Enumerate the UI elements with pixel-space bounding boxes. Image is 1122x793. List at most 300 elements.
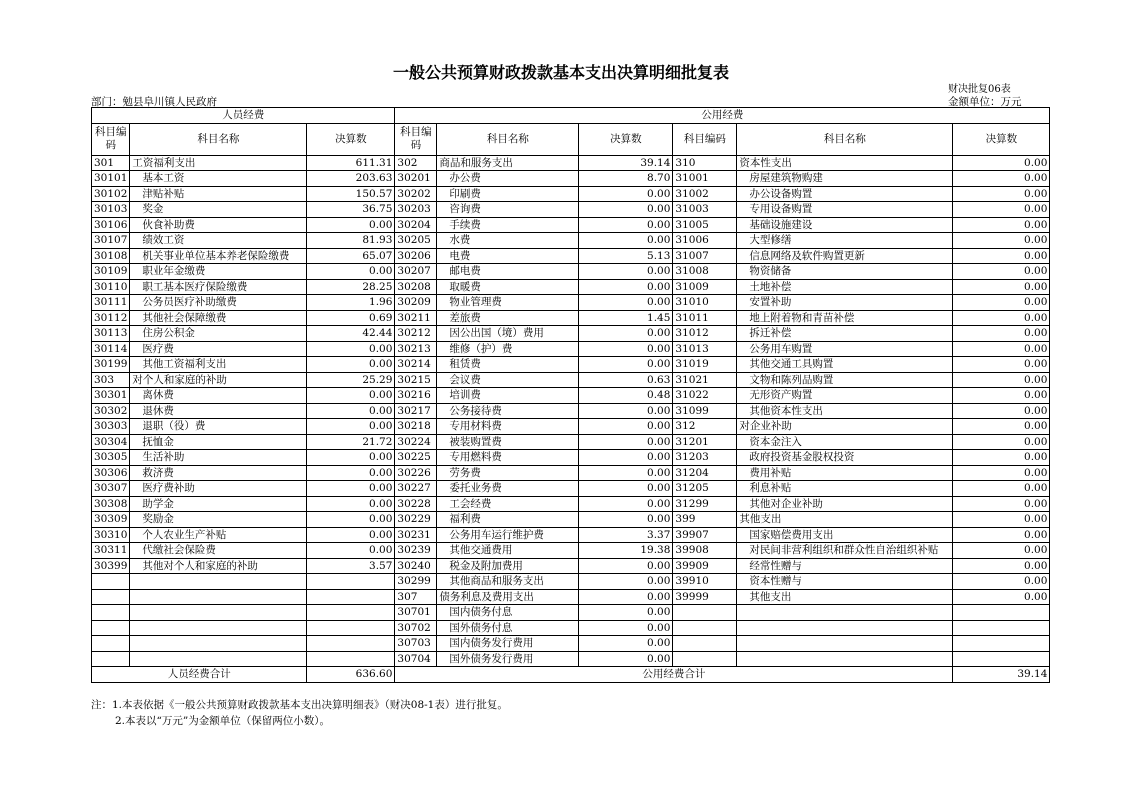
subject-name: 其他对个人和家庭的补助 — [130, 558, 307, 574]
amount-cell — [307, 605, 395, 621]
subject-code: 31007 — [673, 248, 737, 264]
subject-code: 30214 — [395, 357, 437, 373]
subject-name: 国内债务付息 — [437, 605, 579, 621]
amount-cell — [307, 589, 395, 605]
subject-code: 30399 — [92, 558, 130, 574]
col-code-header: 科目编码 — [673, 123, 737, 155]
subject-code — [92, 636, 130, 652]
table-row — [92, 202, 1050, 218]
subject-code: 30212 — [395, 326, 437, 342]
amount-cell: 0.00 — [953, 543, 1050, 559]
table-row — [92, 574, 1050, 590]
amount-cell: 0.00 — [953, 481, 1050, 497]
subject-code: 30239 — [395, 543, 437, 559]
subject-name: 办公设备购置 — [737, 186, 953, 202]
subject-code: 31010 — [673, 295, 737, 311]
subject-code: 30103 — [92, 202, 130, 218]
amount-cell: 0.00 — [579, 636, 673, 652]
subject-name: 其他对企业补助 — [737, 496, 953, 512]
subject-name: 工资福利支出 — [130, 155, 307, 171]
subject-name: 利息补贴 — [737, 481, 953, 497]
subject-name: 代缴社会保险费 — [130, 543, 307, 559]
amount-cell: 0.00 — [579, 186, 673, 202]
subject-name: 水费 — [437, 233, 579, 249]
subject-name: 咨询费 — [437, 202, 579, 218]
totals-row — [92, 667, 1050, 683]
subject-code: 31008 — [673, 264, 737, 280]
subject-name: 福利费 — [437, 512, 579, 528]
subject-name: 助学金 — [130, 496, 307, 512]
subject-code: 30114 — [92, 341, 130, 357]
table-row — [92, 248, 1050, 264]
subject-code: 30201 — [395, 171, 437, 187]
subject-code — [673, 636, 737, 652]
table-row — [92, 295, 1050, 311]
subject-code: 30202 — [395, 186, 437, 202]
subject-code: 30702 — [395, 620, 437, 636]
subject-code: 31009 — [673, 279, 737, 295]
amount-cell: 0.00 — [953, 419, 1050, 435]
table-row — [92, 512, 1050, 528]
amount-cell: 0.00 — [953, 233, 1050, 249]
col-code-header: 科目编码 — [92, 123, 130, 155]
amount-cell: 0.00 — [953, 558, 1050, 574]
amount-cell: 0.00 — [307, 465, 395, 481]
subject-name: 公务用车运行维护费 — [437, 527, 579, 543]
amount-cell: 0.00 — [579, 558, 673, 574]
subject-name — [737, 636, 953, 652]
subject-name: 取暖费 — [437, 279, 579, 295]
col-name-header: 科目名称 — [737, 123, 953, 155]
subject-name: 医疗费补助 — [130, 481, 307, 497]
subject-code: 30207 — [395, 264, 437, 280]
form-code: 财决批复06表 — [948, 84, 1011, 95]
subject-code: 30107 — [92, 233, 130, 249]
table-row — [92, 403, 1050, 419]
subject-name: 劳务费 — [437, 465, 579, 481]
subject-code: 30109 — [92, 264, 130, 280]
subject-name — [130, 605, 307, 621]
table-row — [92, 186, 1050, 202]
amount-cell: 19.38 — [579, 543, 673, 559]
subject-code: 30306 — [92, 465, 130, 481]
subject-code: 30208 — [395, 279, 437, 295]
subject-code: 30206 — [395, 248, 437, 264]
subject-name: 资本金注入 — [737, 434, 953, 450]
amount-cell: 0.63 — [579, 372, 673, 388]
subject-code: 31205 — [673, 481, 737, 497]
amount-cell: 0.00 — [953, 171, 1050, 187]
table-row — [92, 419, 1050, 435]
subject-code: 30110 — [92, 279, 130, 295]
subject-name: 其他支出 — [737, 512, 953, 528]
subject-code: 31299 — [673, 496, 737, 512]
amount-cell: 0.00 — [579, 512, 673, 528]
amount-cell: 0.00 — [307, 450, 395, 466]
table-row — [92, 605, 1050, 621]
subject-code: 30199 — [92, 357, 130, 373]
department-label: 部门：勉县阜川镇人民政府 — [91, 96, 217, 108]
subject-name — [737, 605, 953, 621]
subject-code: 30209 — [395, 295, 437, 311]
amount-cell: 39.14 — [579, 155, 673, 171]
subject-name: 公务接待费 — [437, 403, 579, 419]
note-1: 注：1.本表依据《一般公共预算财政拨款基本支出决算明细表》（财决08-1表）进行批复。 — [91, 699, 508, 711]
amount-cell — [953, 651, 1050, 667]
subject-code: 30703 — [395, 636, 437, 652]
amount-cell: 0.00 — [579, 481, 673, 497]
table-row — [92, 558, 1050, 574]
subject-name: 抚恤金 — [130, 434, 307, 450]
subject-name: 救济费 — [130, 465, 307, 481]
amount-cell: 28.25 — [307, 279, 395, 295]
subject-name: 土地补偿 — [737, 279, 953, 295]
notes — [91, 697, 508, 729]
col-amount-header: 决算数 — [579, 123, 673, 155]
amount-cell: 0.00 — [953, 496, 1050, 512]
amount-cell: 0.00 — [579, 202, 673, 218]
amount-cell: 65.07 — [307, 248, 395, 264]
amount-cell: 0.00 — [307, 388, 395, 404]
note-2: 2.本表以“万元”为金额单位（保留两位小数）。 — [115, 715, 331, 727]
subject-code: 30304 — [92, 434, 130, 450]
amount-cell: 0.00 — [307, 481, 395, 497]
amount-cell: 0.00 — [579, 651, 673, 667]
table-row — [92, 496, 1050, 512]
amount-cell — [307, 651, 395, 667]
table-row — [92, 372, 1050, 388]
amount-cell: 0.00 — [579, 217, 673, 233]
table-row — [92, 388, 1050, 404]
subject-name: 会议费 — [437, 372, 579, 388]
subject-name: 委托业务费 — [437, 481, 579, 497]
subject-name: 其他交通工具购置 — [737, 357, 953, 373]
col-name-header: 科目名称 — [437, 123, 579, 155]
subject-code: 39907 — [673, 527, 737, 543]
subject-code — [92, 589, 130, 605]
subject-code: 31099 — [673, 403, 737, 419]
subject-name: 其他工资福利支出 — [130, 357, 307, 373]
subject-name: 地上附着物和青苗补偿 — [737, 310, 953, 326]
subject-code: 30229 — [395, 512, 437, 528]
subject-name: 因公出国（境）费用 — [437, 326, 579, 342]
subject-name: 基本工资 — [130, 171, 307, 187]
subject-code: 30704 — [395, 651, 437, 667]
amount-cell: 203.63 — [307, 171, 395, 187]
subject-code: 30311 — [92, 543, 130, 559]
subject-name: 伙食补助费 — [130, 217, 307, 233]
table-row — [92, 465, 1050, 481]
subject-name: 邮电费 — [437, 264, 579, 280]
subject-code: 30305 — [92, 450, 130, 466]
amount-cell: 0.00 — [953, 434, 1050, 450]
subject-name: 绩效工资 — [130, 233, 307, 249]
subject-code: 30203 — [395, 202, 437, 218]
subject-code — [92, 605, 130, 621]
subject-name: 债务利息及费用支出 — [437, 589, 579, 605]
amount-cell: 0.00 — [953, 279, 1050, 295]
subject-name: 国内债务发行费用 — [437, 636, 579, 652]
subject-name: 经常性赠与 — [737, 558, 953, 574]
subject-code — [92, 620, 130, 636]
subject-code: 39909 — [673, 558, 737, 574]
table-row — [92, 279, 1050, 295]
subject-code: 30204 — [395, 217, 437, 233]
amount-cell: 0.00 — [953, 295, 1050, 311]
amount-cell: 1.45 — [579, 310, 673, 326]
amount-cell: 0.00 — [579, 496, 673, 512]
amount-cell: 0.00 — [579, 434, 673, 450]
table-row — [92, 651, 1050, 667]
subject-name: 基础设施建设 — [737, 217, 953, 233]
subject-code — [92, 574, 130, 590]
subject-name: 公务员医疗补助缴费 — [130, 295, 307, 311]
subject-name — [130, 620, 307, 636]
amount-cell: 21.72 — [307, 434, 395, 450]
subject-name: 房屋建筑物购建 — [737, 171, 953, 187]
subject-code: 30303 — [92, 419, 130, 435]
amount-cell: 0.00 — [307, 527, 395, 543]
subject-code: 307 — [395, 589, 437, 605]
amount-cell: 0.69 — [307, 310, 395, 326]
subject-code: 30215 — [395, 372, 437, 388]
table-row — [92, 155, 1050, 171]
amount-cell: 42.44 — [307, 326, 395, 342]
subject-name: 住房公积金 — [130, 326, 307, 342]
subject-name: 资本性赠与 — [737, 574, 953, 590]
personnel-total-label: 人员经费合计 — [92, 667, 307, 683]
col-amount-header: 决算数 — [953, 123, 1050, 155]
subject-name: 国外债务付息 — [437, 620, 579, 636]
amount-cell: 0.00 — [307, 357, 395, 373]
amount-cell: 611.31 — [307, 155, 395, 171]
subject-name: 奖金 — [130, 202, 307, 218]
amount-cell: 0.00 — [953, 357, 1050, 373]
subject-name: 租赁费 — [437, 357, 579, 373]
table-row — [92, 217, 1050, 233]
subject-code: 301 — [92, 155, 130, 171]
subject-name — [737, 620, 953, 636]
amount-cell: 0.00 — [953, 186, 1050, 202]
subject-name: 其他支出 — [737, 589, 953, 605]
subject-name: 办公费 — [437, 171, 579, 187]
table-row — [92, 434, 1050, 450]
subject-name: 其他交通费用 — [437, 543, 579, 559]
amount-cell: 0.00 — [579, 574, 673, 590]
amount-cell: 0.00 — [953, 217, 1050, 233]
subject-name: 信息网络及软件购置更新 — [737, 248, 953, 264]
subject-code: 312 — [673, 419, 737, 435]
subject-name: 职工基本医疗保险缴费 — [130, 279, 307, 295]
amount-cell: 0.00 — [953, 450, 1050, 466]
unit-label: 金额单位：万元 — [948, 96, 1022, 108]
personnel-header: 人员经费 — [92, 108, 395, 124]
subject-name: 其他社会保障缴费 — [130, 310, 307, 326]
subject-code: 30205 — [395, 233, 437, 249]
subject-code: 310 — [673, 155, 737, 171]
subject-code: 30218 — [395, 419, 437, 435]
amount-cell: 0.00 — [579, 465, 673, 481]
subject-name: 职业年金缴费 — [130, 264, 307, 280]
subject-code: 30113 — [92, 326, 130, 342]
subject-code: 31203 — [673, 450, 737, 466]
amount-cell: 0.00 — [953, 341, 1050, 357]
subject-code: 31011 — [673, 310, 737, 326]
amount-cell: 0.00 — [579, 264, 673, 280]
subject-name — [737, 651, 953, 667]
subject-code: 31204 — [673, 465, 737, 481]
subject-name: 培训费 — [437, 388, 579, 404]
amount-cell: 0.00 — [307, 217, 395, 233]
subject-code: 30101 — [92, 171, 130, 187]
subject-name: 退职（役）费 — [130, 419, 307, 435]
public-header: 公用经费 — [395, 108, 1050, 124]
amount-cell: 0.00 — [953, 248, 1050, 264]
subject-name: 公务用车购置 — [737, 341, 953, 357]
subject-code: 30213 — [395, 341, 437, 357]
subject-name: 专用燃料费 — [437, 450, 579, 466]
amount-cell: 0.00 — [953, 372, 1050, 388]
amount-cell: 25.29 — [307, 372, 395, 388]
subject-code: 31001 — [673, 171, 737, 187]
amount-cell — [953, 636, 1050, 652]
subject-name: 物资储备 — [737, 264, 953, 280]
subject-name: 被装购置费 — [437, 434, 579, 450]
subject-name: 文物和陈列品购置 — [737, 372, 953, 388]
subject-code: 30111 — [92, 295, 130, 311]
personnel-total-amount: 636.60 — [307, 667, 395, 683]
subject-code: 30112 — [92, 310, 130, 326]
amount-cell — [307, 574, 395, 590]
subject-name: 无形资产购置 — [737, 388, 953, 404]
amount-cell: 0.00 — [953, 326, 1050, 342]
subject-code: 30231 — [395, 527, 437, 543]
subject-name: 其他商品和服务支出 — [437, 574, 579, 590]
subject-code: 399 — [673, 512, 737, 528]
subject-name: 奖励金 — [130, 512, 307, 528]
subject-name: 安置补助 — [737, 295, 953, 311]
amount-cell: 0.00 — [953, 589, 1050, 605]
amount-cell: 0.00 — [579, 620, 673, 636]
amount-cell: 0.00 — [953, 264, 1050, 280]
subject-code: 31006 — [673, 233, 737, 249]
amount-cell: 0.00 — [579, 589, 673, 605]
amount-cell: 0.00 — [579, 403, 673, 419]
amount-cell — [953, 605, 1050, 621]
subject-name: 个人农业生产补贴 — [130, 527, 307, 543]
subject-code: 30217 — [395, 403, 437, 419]
subject-name: 国外债务发行费用 — [437, 651, 579, 667]
subject-code: 31021 — [673, 372, 737, 388]
subject-name: 手续费 — [437, 217, 579, 233]
subject-code — [673, 605, 737, 621]
table-row — [92, 481, 1050, 497]
subject-name: 税金及附加费用 — [437, 558, 579, 574]
subject-code: 31013 — [673, 341, 737, 357]
amount-cell: 5.13 — [579, 248, 673, 264]
subject-name: 政府投资基金股权投资 — [737, 450, 953, 466]
table-row — [92, 527, 1050, 543]
amount-cell: 1.96 — [307, 295, 395, 311]
col-amount-header: 决算数 — [307, 123, 395, 155]
subject-name: 物业管理费 — [437, 295, 579, 311]
subject-code: 30299 — [395, 574, 437, 590]
amount-cell: 3.57 — [307, 558, 395, 574]
subject-code: 302 — [395, 155, 437, 171]
subject-name: 资本性支出 — [737, 155, 953, 171]
subject-code: 31022 — [673, 388, 737, 404]
table-row — [92, 326, 1050, 342]
table-row — [92, 310, 1050, 326]
subject-code: 31019 — [673, 357, 737, 373]
amount-cell: 0.00 — [579, 326, 673, 342]
amount-cell: 0.00 — [953, 155, 1050, 171]
subject-name: 专用材料费 — [437, 419, 579, 435]
amount-cell: 0.00 — [953, 388, 1050, 404]
amount-cell: 0.00 — [953, 202, 1050, 218]
subject-code: 30240 — [395, 558, 437, 574]
subject-name: 国家赔偿费用支出 — [737, 527, 953, 543]
amount-cell: 0.00 — [953, 403, 1050, 419]
amount-cell: 0.00 — [953, 527, 1050, 543]
subject-code: 30225 — [395, 450, 437, 466]
subject-code: 30102 — [92, 186, 130, 202]
subject-name: 对个人和家庭的补助 — [130, 372, 307, 388]
amount-cell: 0.00 — [953, 512, 1050, 528]
subject-code: 30302 — [92, 403, 130, 419]
subject-name: 生活补助 — [130, 450, 307, 466]
amount-cell: 0.00 — [307, 496, 395, 512]
subject-code: 31201 — [673, 434, 737, 450]
amount-cell: 0.00 — [953, 310, 1050, 326]
subject-code: 30228 — [395, 496, 437, 512]
amount-cell: 0.00 — [307, 543, 395, 559]
amount-cell — [953, 620, 1050, 636]
subject-code: 30108 — [92, 248, 130, 264]
amount-cell: 0.00 — [579, 279, 673, 295]
amount-cell: 0.00 — [307, 341, 395, 357]
subject-code: 31012 — [673, 326, 737, 342]
subject-name: 维修（护）费 — [437, 341, 579, 357]
amount-cell: 0.00 — [307, 419, 395, 435]
expenditure-table — [91, 107, 1050, 683]
table-row — [92, 450, 1050, 466]
table-row — [92, 636, 1050, 652]
subject-code: 30211 — [395, 310, 437, 326]
amount-cell — [307, 636, 395, 652]
subject-code: 30310 — [92, 527, 130, 543]
table-row — [92, 357, 1050, 373]
amount-cell: 0.00 — [579, 233, 673, 249]
subject-name: 津贴补贴 — [130, 186, 307, 202]
amount-cell: 150.57 — [307, 186, 395, 202]
subject-code — [92, 651, 130, 667]
subject-code: 30224 — [395, 434, 437, 450]
subject-name — [130, 589, 307, 605]
subject-code: 39999 — [673, 589, 737, 605]
table-row — [92, 233, 1050, 249]
amount-cell: 0.00 — [953, 574, 1050, 590]
subject-code: 39910 — [673, 574, 737, 590]
subject-name: 大型修缮 — [737, 233, 953, 249]
amount-cell: 0.00 — [579, 419, 673, 435]
table-row — [92, 589, 1050, 605]
subject-name — [130, 651, 307, 667]
subject-name: 机关事业单位基本养老保险缴费 — [130, 248, 307, 264]
public-total-amount: 39.14 — [953, 667, 1050, 683]
subject-name — [130, 574, 307, 590]
subject-code: 30309 — [92, 512, 130, 528]
